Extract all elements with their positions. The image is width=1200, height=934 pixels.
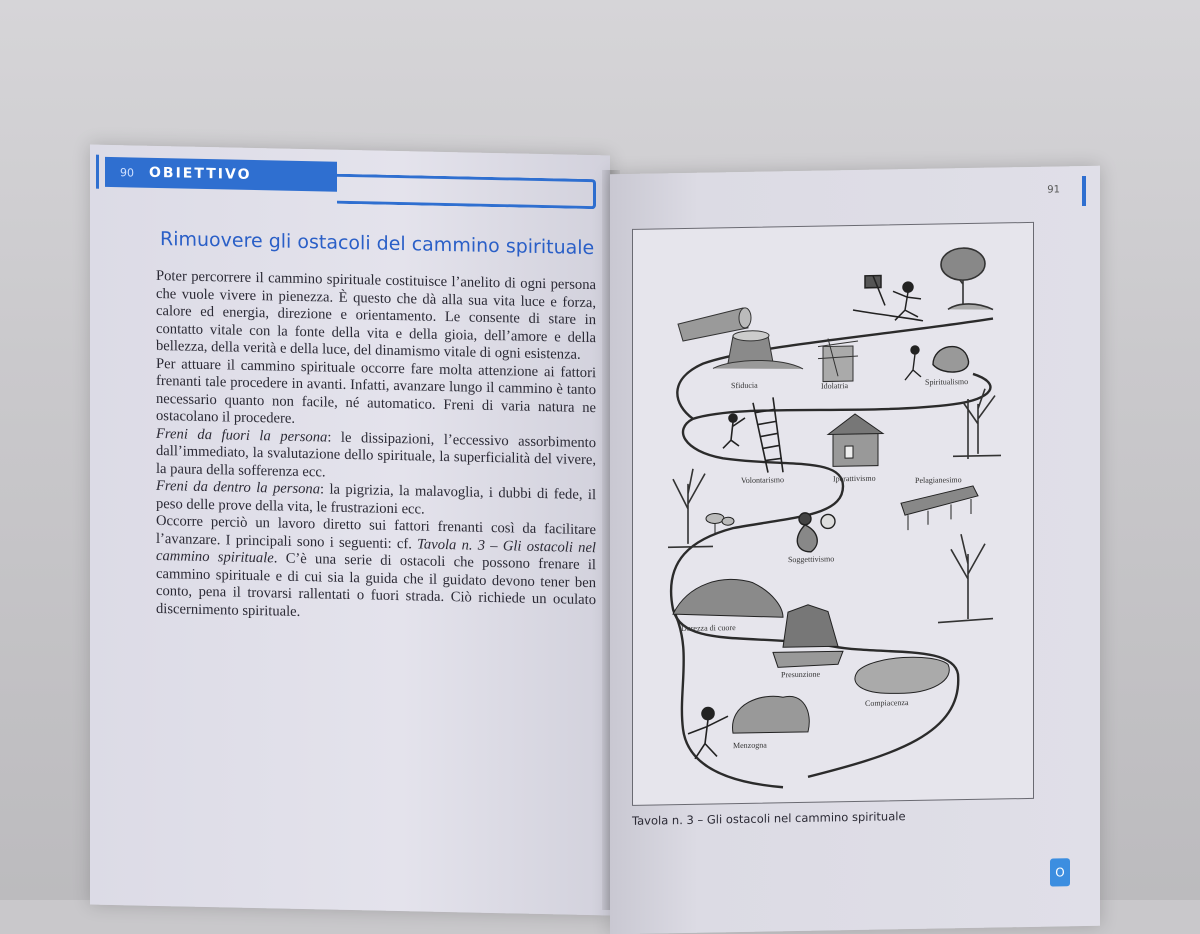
map-label-menzogna: Menzogna [733,740,767,751]
header-rule [337,174,596,209]
ruined-tower-icon [773,604,843,667]
header-label: OBIETTIVO [149,164,252,183]
paragraph: Per attuare il cammino spirituale occorre fare molta attenzione ai fattori frenanti tale procedere in avanti. Infatti, avanzare lungo il cammino è tanto necessario quanto non facile, né automatico. Freni di varia natura ne ostacolano il procedere. [156,355,596,427]
page-edge-accent [1082,176,1086,206]
mirror-figure-icon [797,512,835,552]
left-page [90,145,610,916]
section-title: Rimuovere gli ostacoli del cammino spirituale [160,228,595,260]
page-edge-accent [96,155,99,189]
table-reference: Tavola n. 3 – Gli ostacoli nel cammino spirituale [156,535,596,567]
rock-mound-icon [673,579,783,620]
paragraph: Occorre perciò un lavoro diretto sui fattori frenanti così da facilitare l’avanzare. I principali sono i seguenti: cf. Tavola n. 3 – Gli ostacoli nel cammino spirituale. C’è una serie di ostacoli che possono frenare il cammino spirituale e di cui sia la guida che il guidato devono tener ben conto, pena il trovarsi rallentati o fuori strada. Ciò richiede un oculato discernimento spirituale. [156,512,596,620]
mushrooms-icon [706,513,734,533]
emphasis: Freni da fuori la persona [156,425,328,446]
paragraph: Freni da dentro la persona: la pigrizia, la malavoglia, i dubbi di fede, il peso delle prove della vita, le frustrazioni ecc. [156,477,596,518]
emphasis: Freni da dentro la persona [156,477,321,498]
map-label-idolatria: Idolatria [821,381,849,391]
idol-icon [818,338,858,382]
runner-with-flag-icon [853,275,923,322]
corner-tab: O [1050,858,1070,886]
map-label-compiacenza: Compiacenza [865,698,909,708]
right-page [610,166,1100,934]
bare-tree-icon [668,468,713,547]
map-label-soggettivismo: Soggettivismo [788,554,835,565]
bridge-icon [901,486,978,530]
map-label-durezza: Durezza di cuore [681,623,736,634]
open-book [80,150,1110,910]
obstacles-map-figure [632,222,1034,806]
pond-icon [855,657,949,695]
figure-caption: Tavola n. 3 – Gli ostacoli nel cammino spirituale [632,809,906,828]
paragraph: Freni da fuori la persona: le dissipazioni, l’eccessivo assorbimento dall’immediato, la svalutazione dello spirituale, la superficialità del vivere, la paura della sofferenza ecc. [156,425,596,480]
stump-icon [678,307,803,371]
bush-icon [733,696,810,734]
paragraph: Poter percorrere il cammino spirituale costituisce l’anelito di ogni persona che vuole vivere in pienezza. È questo che dà alla sua vita luce e forza, calore ed energia, direzione e orientamento. Le consente di stare in contatto vitale con la fonte della vita e della gioia, dell’amore e della bellezza, della verità e della luce, del dinamismo vitale di ogni esistenza. [156,267,596,363]
tree-icon [941,248,993,311]
page-number-left: 90 [120,165,134,179]
obstacles-map [633,223,1033,805]
page-header [105,157,337,192]
map-label-pelagianesimo: Pelagianesimo [915,475,962,485]
body-text [156,268,596,627]
page-number-right: 91 [1047,184,1060,196]
bare-tree-icon [938,534,993,623]
pointing-figure-icon [688,707,728,759]
map-label-presunzione: Presunzione [781,669,821,680]
map-label-sfiducia: Sfiducia [731,380,758,391]
house-icon [828,414,883,467]
map-label-spiritualismo: Spiritualismo [925,377,969,387]
spiritualism-figure-icon [905,345,969,380]
map-label-iperattivismo: Iperattivismo [833,473,876,484]
map-label-volontarismo: Volontarismo [741,475,784,485]
